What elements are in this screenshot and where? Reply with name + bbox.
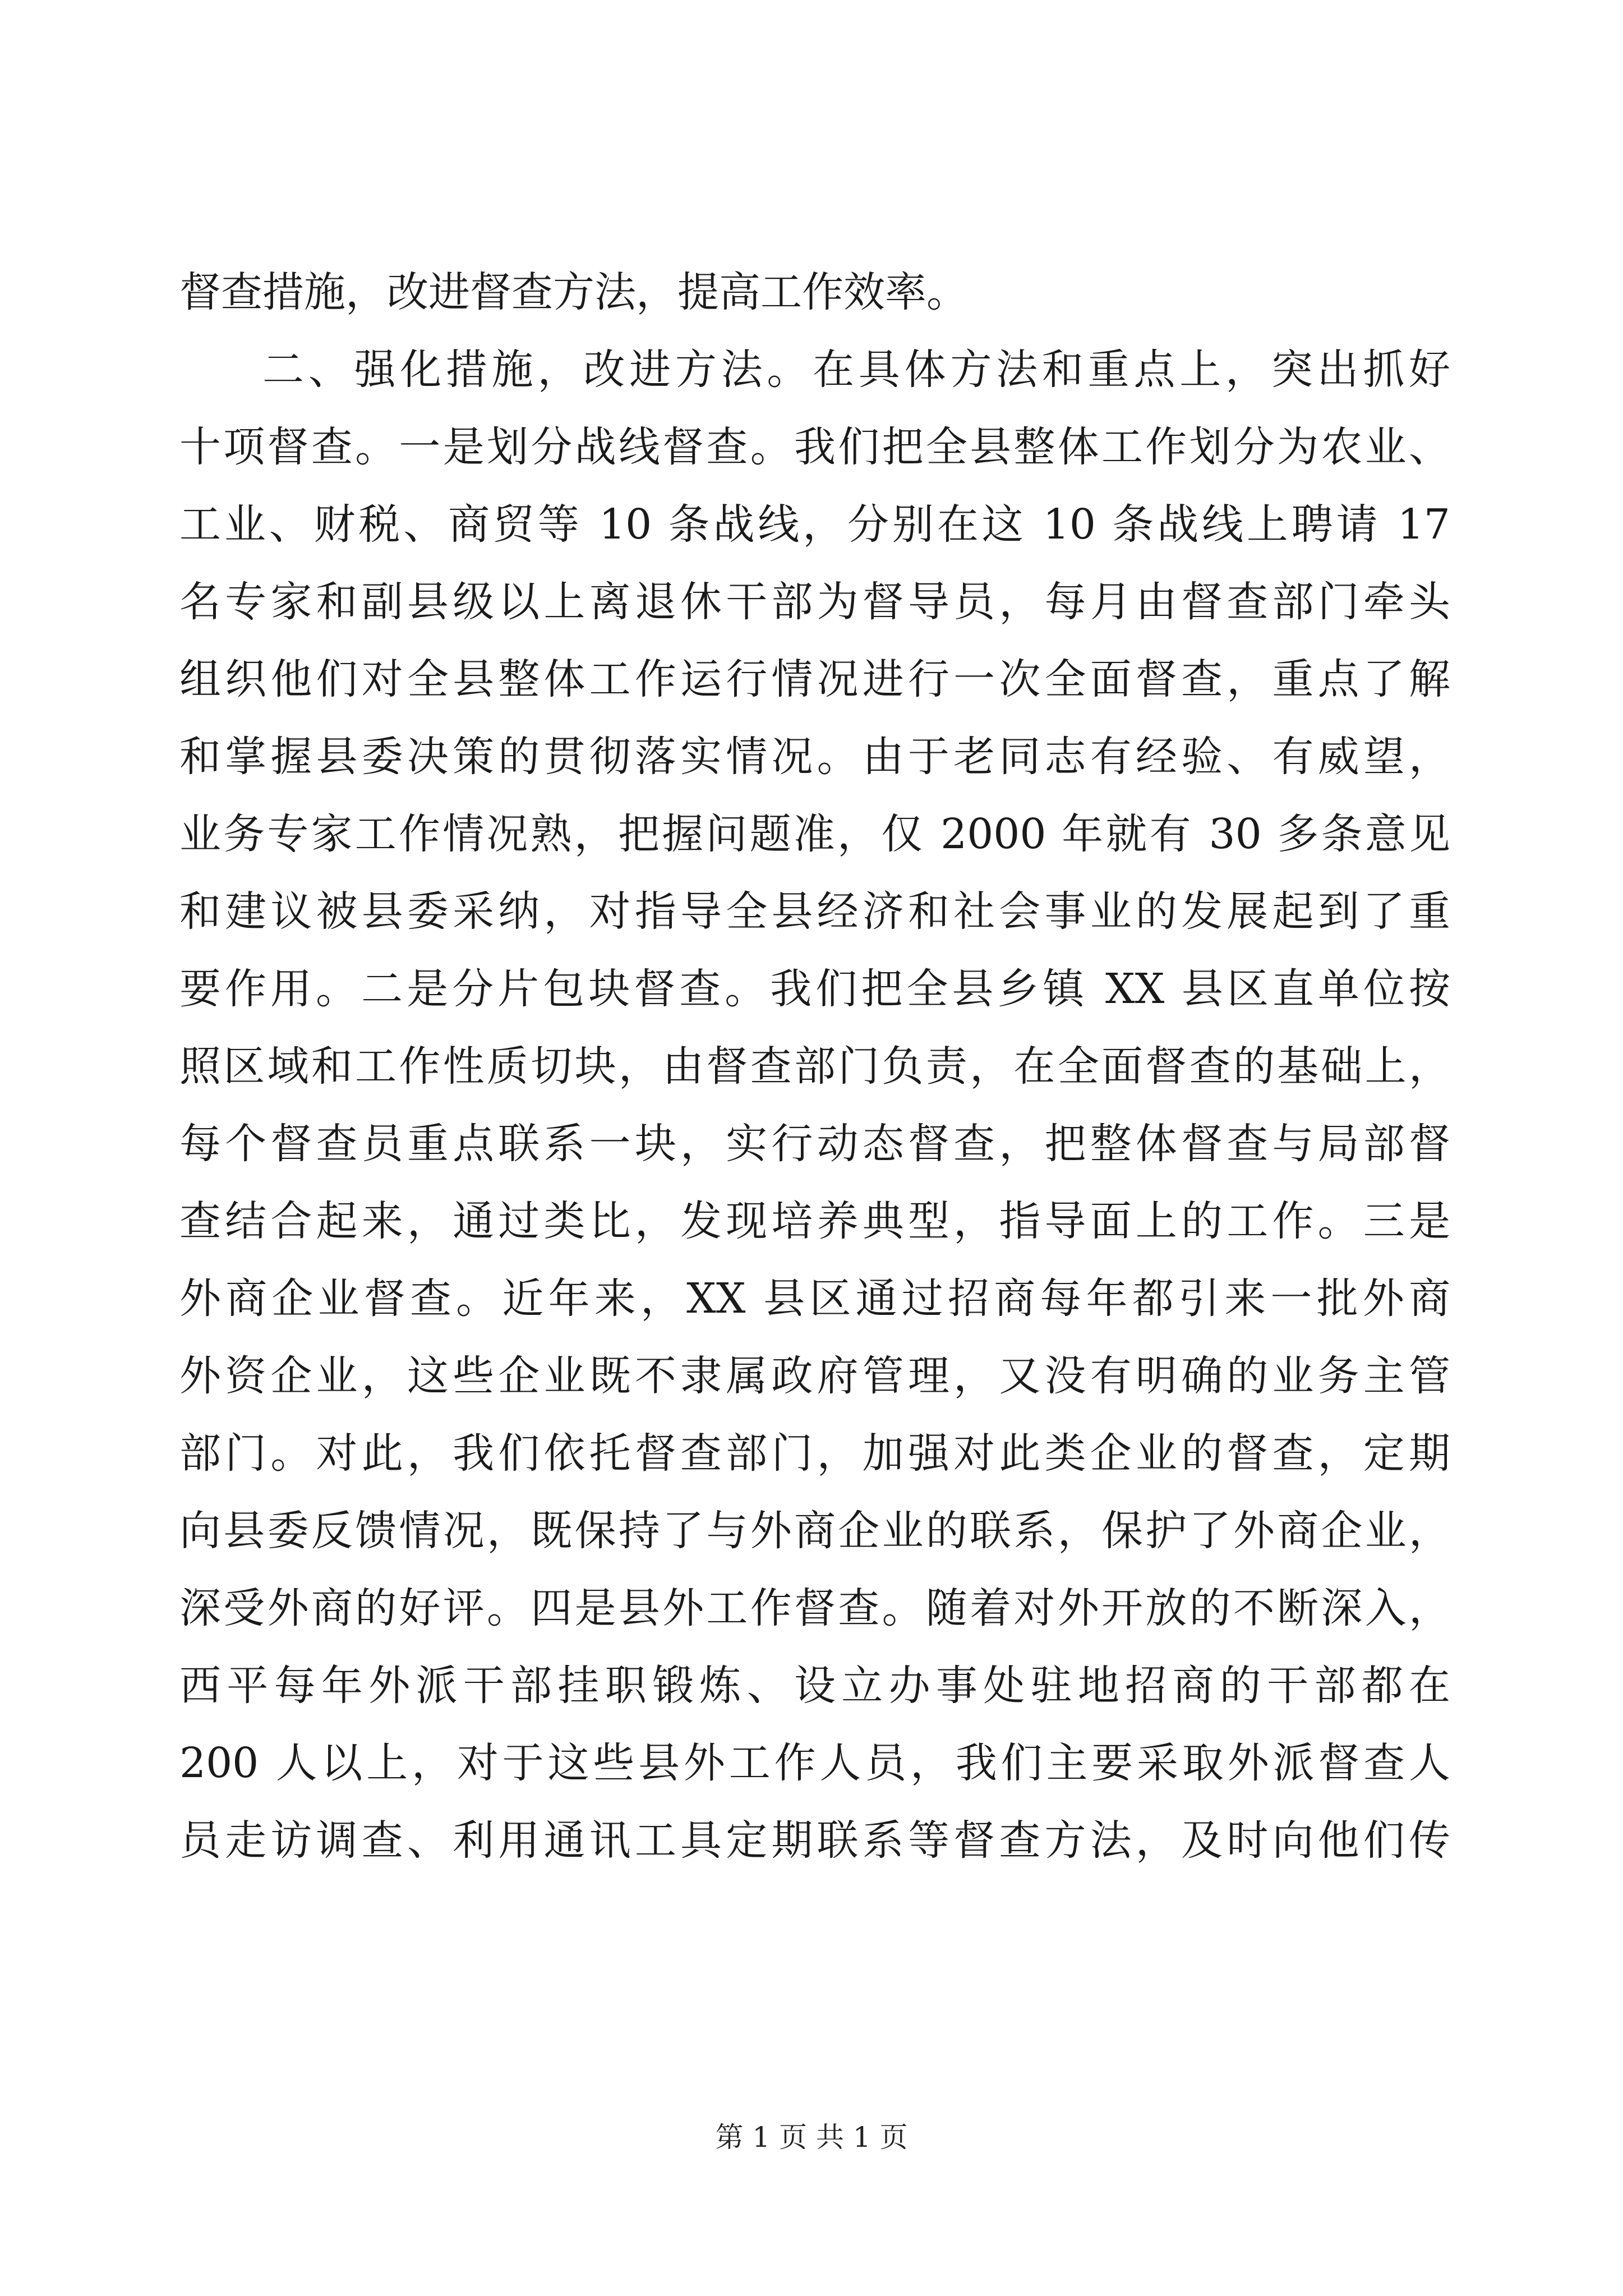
paragraph-line: 要作用。二是分片包块督查。我们把全县乡镇 XX 县区直单位按 (179, 965, 1450, 1013)
paragraph-line: 200 人以上，对于这些县外工作人员，我们主要采取外派督查人 (179, 1739, 1450, 1787)
paragraph-line: 十项督查。一是划分战线督查。我们把全县整体工作划分为农业、 (179, 423, 1450, 471)
document-body (179, 254, 1450, 1879)
paragraph-line: 外资企业，这些企业既不隶属政府管理，又没有明确的业务主管 (179, 1352, 1450, 1400)
paragraph-line: 业务专家工作情况熟，把握问题准，仅 2000 年就有 30 多条意见 (179, 810, 1450, 858)
paragraph-line: 督查措施，改进督查方法，提高工作效率。 (179, 268, 968, 316)
paragraph-line: 向县委反馈情况，既保持了与外商企业的联系，保护了外商企业， (179, 1507, 1450, 1555)
paragraph-line: 西平每年外派干部挂职锻炼、设立办事处驻地招商的干部都在 (179, 1662, 1450, 1710)
paragraph-line: 员走访调查、利用通讯工具定期联系等督查方法，及时向他们传 (179, 1816, 1450, 1865)
paragraph-line: 二、强化措施，改进方法。在具体方法和重点上，突出抓好 (262, 346, 1450, 394)
paragraph-line: 深受外商的好评。四是县外工作督查。随着对外开放的不断深入， (179, 1584, 1450, 1632)
paragraph-line: 和掌握县委决策的贯彻落实情况。由于老同志有经验、有威望， (179, 733, 1450, 781)
paragraph-line: 组织他们对全县整体工作运行情况进行一次全面督查，重点了解 (179, 655, 1450, 703)
paragraph-line: 名专家和副县级以上离退休干部为督导员，每月由督查部门牵头 (179, 578, 1450, 626)
paragraph-line: 每个督查员重点联系一块，实行动态督查，把整体督查与局部督 (179, 1120, 1450, 1168)
page-footer: 第 1 页 共 1 页 (715, 2121, 908, 2154)
paragraph-line: 查结合起来，通过类比，发现培养典型，指导面上的工作。三是 (179, 1197, 1450, 1245)
paragraph-line: 部门。对此，我们依托督查部门，加强对此类企业的督查，定期 (179, 1429, 1450, 1478)
paragraph-line: 工业、财税、商贸等 10 条战线，分别在这 10 条战线上聘请 17 (179, 500, 1450, 549)
paragraph-line: 外商企业督查。近年来，XX 县区通过招商每年都引来一批外商 (179, 1274, 1450, 1323)
paragraph-line: 和建议被县委采纳，对指导全县经济和社会事业的发展起到了重 (179, 887, 1450, 936)
paragraph-line: 照区域和工作性质切块，由督查部门负责，在全面督查的基础上， (179, 1042, 1450, 1091)
